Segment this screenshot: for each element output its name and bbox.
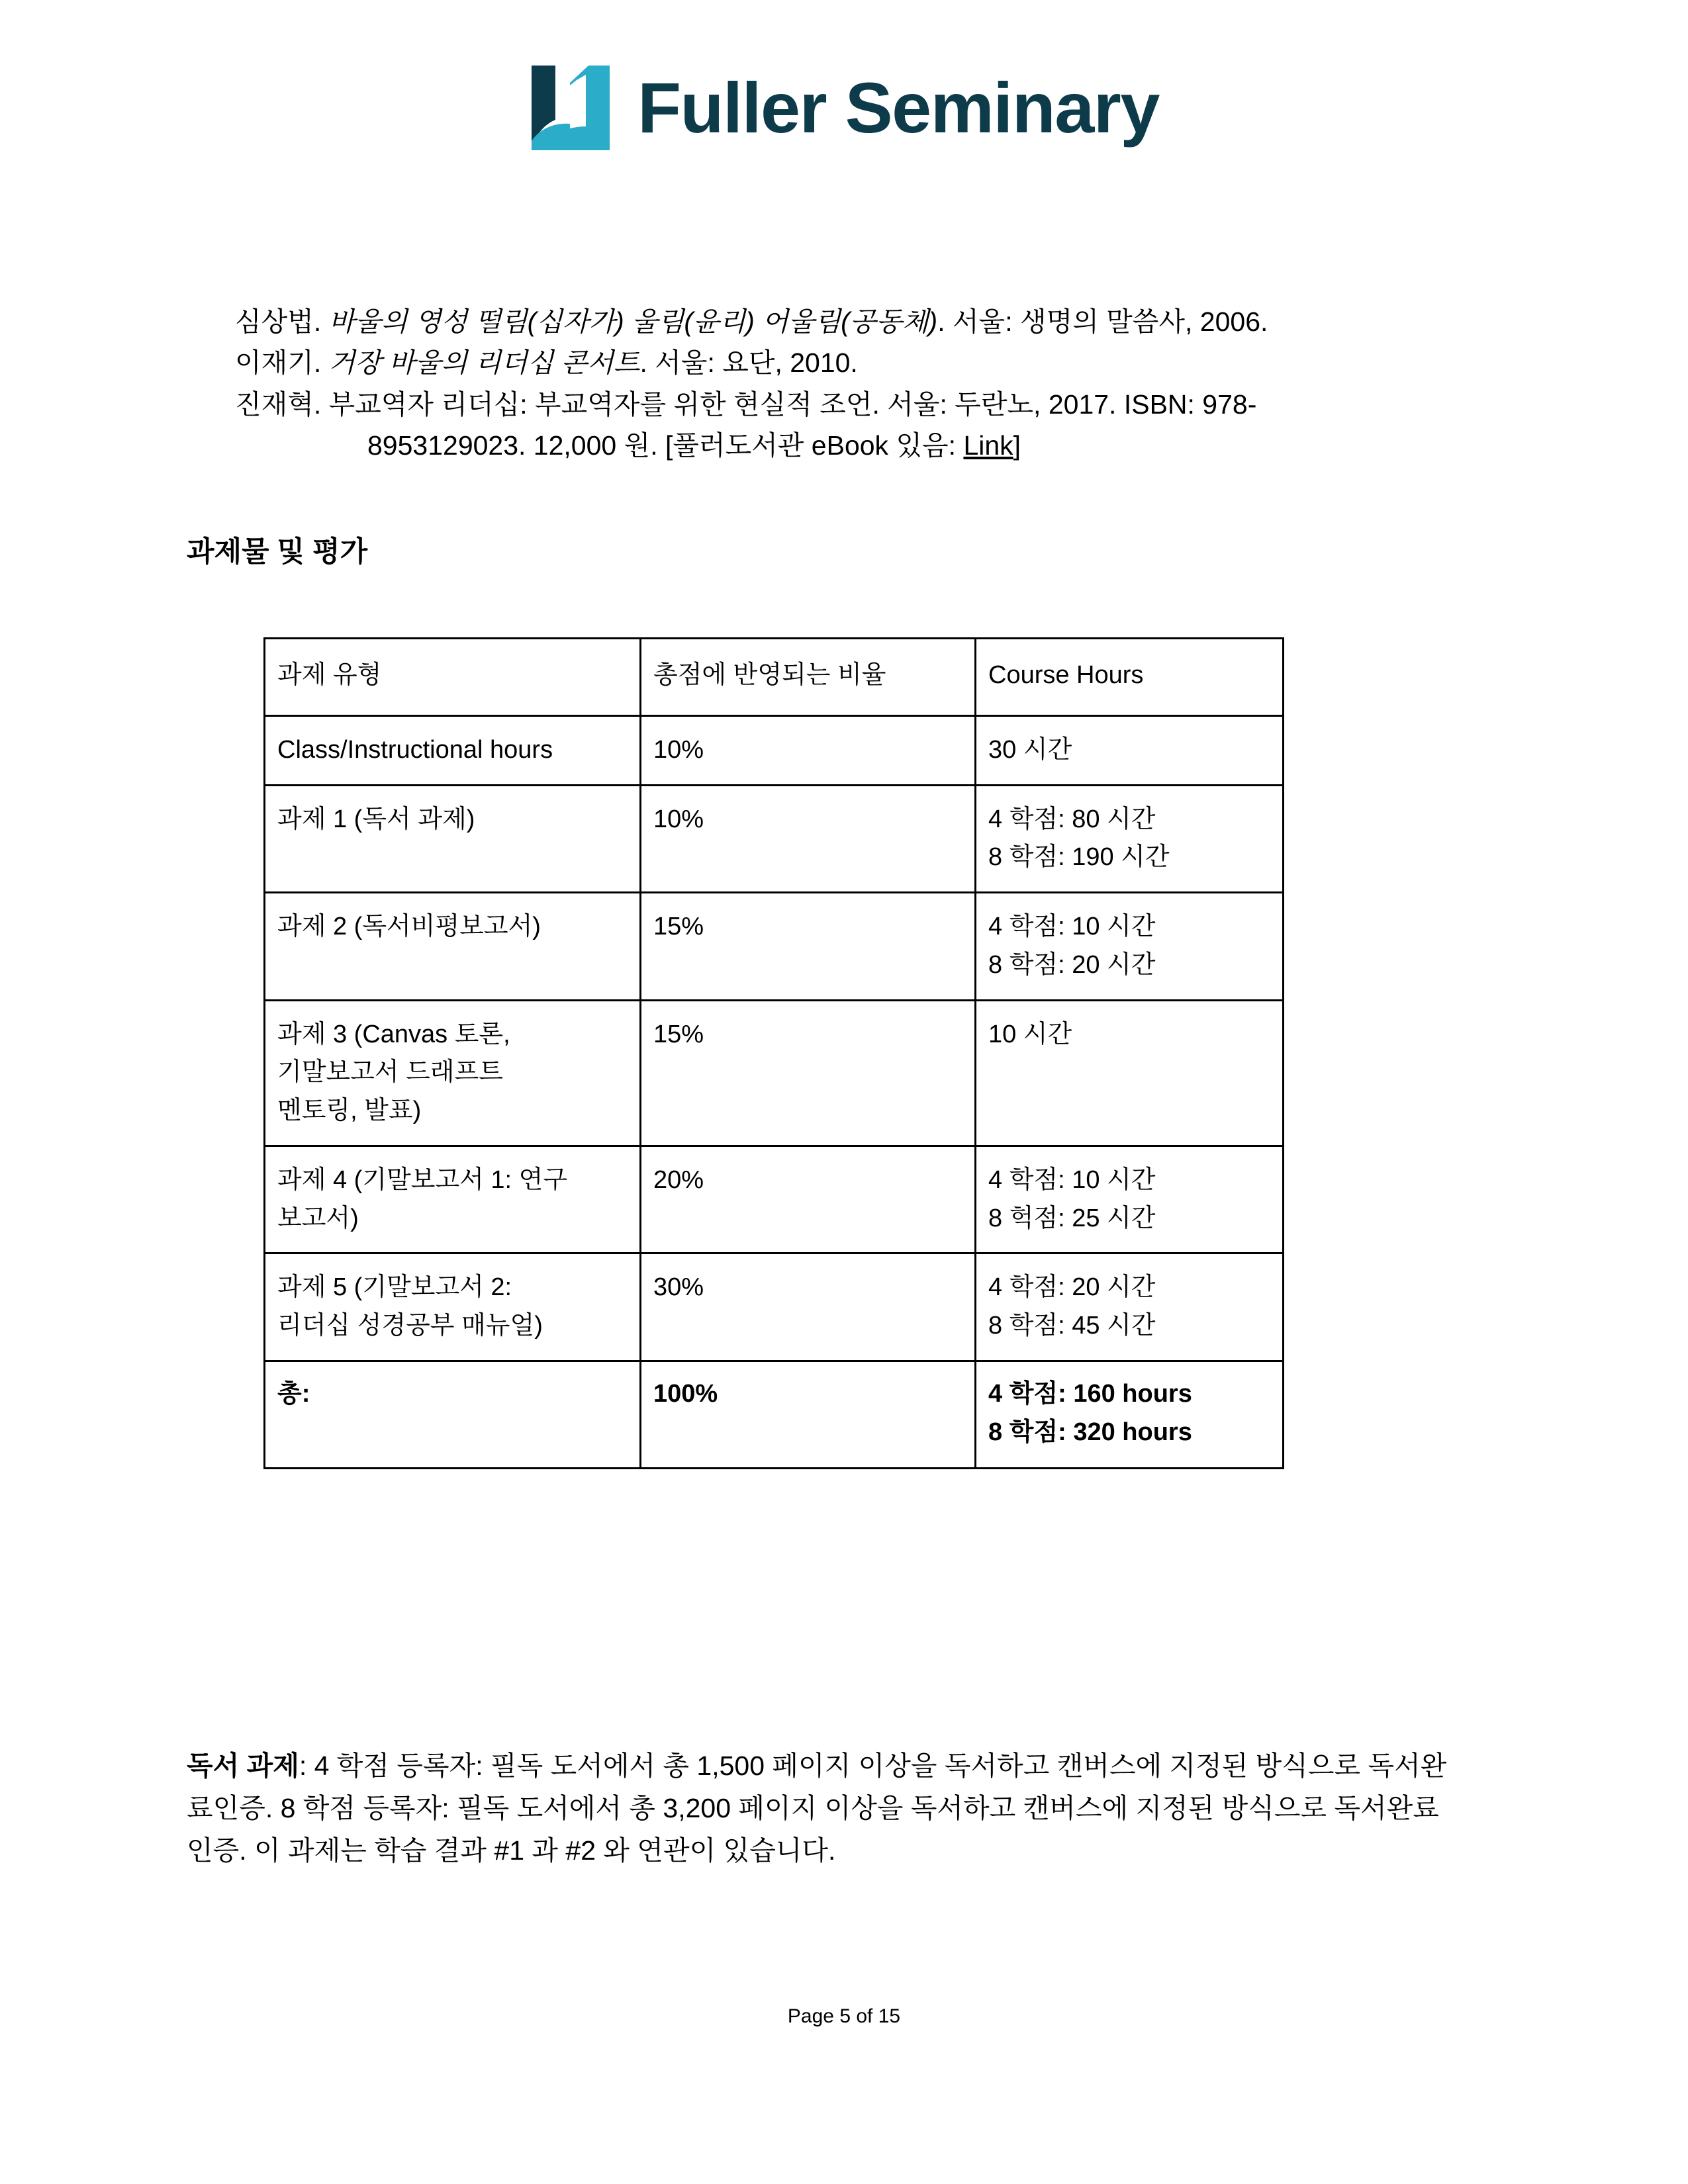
ebook-link[interactable]: Link: [963, 430, 1013, 461]
cell-assignment-type: [265, 1253, 641, 1361]
bibliography-entry: [235, 384, 1420, 425]
note-body: : 4 학점 등록자: 필독 도서에서 총 1,500 페이지 이상을 독서하고 캔버스에 지정된 방식으로 독서완료인증. 8 학점 등록자: 필독 도서에서 총 3,200 페이지 이상을 독서하고 캔버스에 지정된 방식으로 독서완료인증. 이 과제는 학습 결과 #1 과 #2 와 연관이 있습니다.: [187, 1751, 1447, 1866]
cell-line: Class/Instructional hours: [277, 735, 553, 764]
entry-italic-title: 바울의 영성 떨림(십자가) 울림(윤리) 어울림(공동체): [328, 306, 938, 337]
cell-weight: 20%: [641, 1146, 976, 1253]
cell-line: 4 학점: 10 시간: [988, 1165, 1156, 1194]
cell-weight: 30%: [641, 1253, 976, 1361]
cell-assignment-type: [265, 715, 641, 785]
cell-course-hours: [976, 785, 1284, 893]
cell-weight: 15%: [641, 1000, 976, 1146]
entry-price-note: 8953129023. 12,000 원. [풀러도서관 eBook 있음:: [367, 430, 964, 461]
cell-course-hours: [976, 1000, 1284, 1146]
cell-line: 보고서): [277, 1204, 359, 1232]
assignments-grading-table: [263, 637, 1284, 1469]
table-total-row: [265, 1361, 1284, 1469]
cell-course-hours: [976, 893, 1284, 1001]
cell-line: 기말보고서 드래프트: [277, 1058, 503, 1087]
cell-total-label: 총:: [265, 1361, 641, 1469]
cell-line: 리더십 성경공부 매뉴얼): [277, 1312, 543, 1340]
cell-line: 8 학점: 20 시간: [988, 950, 1156, 979]
entry-publication: . 서울: 요단, 2010.: [639, 347, 858, 379]
page-number-footer: Page 5 of 15: [787, 2005, 901, 2027]
table-row: [265, 1146, 1284, 1253]
cell-total-hours: [976, 1361, 1284, 1469]
entry-author-title-prefix: 심상법.: [235, 306, 329, 337]
table-header-row: [265, 639, 1284, 716]
section-heading-assignments: 과제물 및 평가: [187, 536, 368, 568]
entry-author-title-prefix: 이재기.: [235, 347, 329, 379]
cell-line: 30 시간: [988, 735, 1072, 764]
brand-wordmark: Fuller Seminary: [637, 68, 1159, 148]
note-bold-label: 독서 과제: [187, 1751, 299, 1781]
cell-line: 8 헉점: 25 시간: [988, 1204, 1156, 1232]
cell-assignment-type: [265, 785, 641, 893]
entry-author-title-prefix: 진재혁. 부교역자 리더십: 부교역자를 위한 현실적 조언. 서울: 두란노, 2017. ISBN: 978-: [235, 388, 1257, 420]
cell-line: 과제 1 (독서 과제): [277, 805, 475, 833]
cell-weight: 10%: [641, 785, 976, 893]
cell-weight: 15%: [641, 893, 976, 1001]
cell-line: 과제 5 (기말보고서 2:: [277, 1273, 512, 1302]
cell-line: 과제 3 (Canvas 토론,: [277, 1020, 510, 1048]
bibliography-entry: [235, 301, 1420, 342]
cell-assignment-type: [265, 1146, 641, 1253]
fuller-seminary-book-logo-icon: [529, 63, 612, 153]
cell-line: 과제 2 (독서비평보고서): [277, 913, 541, 940]
cell-course-hours: [976, 1146, 1284, 1253]
bibliography-block: [235, 301, 1420, 466]
bibliography-entry-continuation: [235, 425, 1420, 466]
entry-italic-title: 거장 바울의 리더십 콘서트: [328, 347, 640, 379]
reading-assignment-note: [187, 1745, 1454, 1872]
table-row: [265, 1253, 1284, 1361]
cell-line: 멘토링, 발표): [277, 1097, 422, 1124]
bibliography-entry: [235, 342, 1420, 383]
entry-publication: . 서울: 생명의 말씀사, 2006.: [937, 306, 1268, 337]
cell-total-weight: 100%: [641, 1361, 976, 1469]
cell-line: 4 학점: 10 시간: [988, 913, 1156, 940]
cell-weight: 10%: [641, 715, 976, 785]
column-header-weight: 총점에 반영되는 비율: [641, 639, 976, 716]
table-row: [265, 715, 1284, 785]
entry-bracket-close: ]: [1013, 430, 1021, 461]
column-header-assignment-type: 과제 유형: [265, 639, 641, 716]
cell-line: 4 학점: 20 시간: [988, 1273, 1156, 1302]
cell-course-hours: [976, 1253, 1284, 1361]
cell-line: 과제 4 (기말보고서 1: 연구: [277, 1165, 568, 1194]
cell-course-hours: [976, 715, 1284, 785]
cell-assignment-type: [265, 893, 641, 1001]
table-row: [265, 893, 1284, 1001]
cell-line: 10 시간: [988, 1020, 1072, 1048]
cell-line: 8 학점: 320 hours: [988, 1418, 1192, 1446]
cell-assignment-type: [265, 1000, 641, 1146]
brand-header: [0, 63, 1688, 153]
cell-line: 4 학점: 80 시간: [988, 805, 1156, 833]
cell-line: 8 학점: 190 시간: [988, 843, 1170, 872]
table-row: [265, 785, 1284, 893]
column-header-course-hours: Course Hours: [976, 639, 1284, 716]
cell-line: 4 학점: 160 hours: [988, 1379, 1192, 1408]
cell-line: 8 학점: 45 시간: [988, 1312, 1156, 1340]
table-row: [265, 1000, 1284, 1146]
